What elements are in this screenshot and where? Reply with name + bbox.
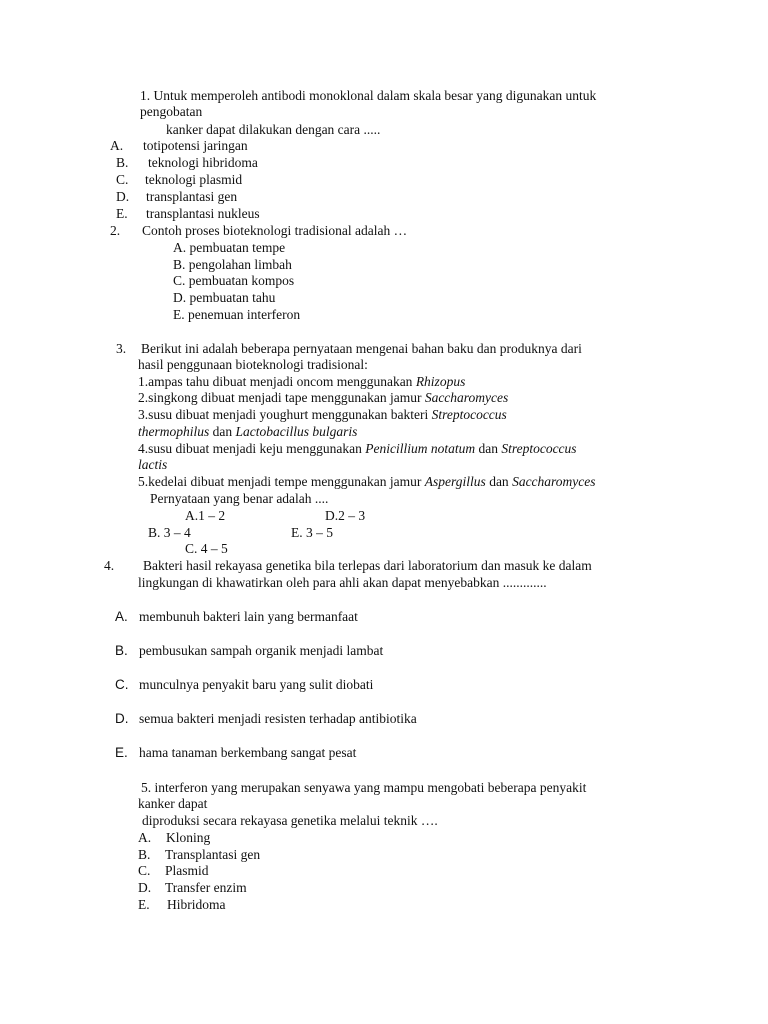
q3-statement-2: 2.singkong dibuat menjadi tape menggunakan jamur Saccharomyces	[138, 390, 509, 405]
q5-option-a-text: Kloning	[166, 830, 211, 845]
q2-option-e: E. penemuan interferon	[173, 307, 301, 322]
q5-option-a-letter: A.	[138, 830, 152, 845]
q5-option-e-text: Hibridoma	[167, 897, 226, 912]
q2-stem: Contoh proses bioteknologi tradisional adalah …	[142, 223, 408, 238]
q3-statement-1: 1.ampas tahu dibuat menjadi oncom menggunakan Rhizopus	[138, 374, 466, 389]
q4-option-e-letter: E.	[115, 745, 128, 760]
q3-number: 3.	[116, 341, 127, 356]
q3-stem-line-1: Berikut ini adalah beberapa pernyataan mengenai bahan baku dan produknya dari	[141, 341, 582, 356]
q1-stem-line-2: pengobatan	[140, 104, 203, 119]
q3-stem-line-2: hasil penggunaan bioteknologi tradisional:	[138, 357, 368, 372]
q3-statement-3: 3.susu dibuat menjadi youghurt menggunakan bakteri Streptococcus	[138, 407, 507, 422]
q2-option-d: D. pembuatan tahu	[173, 290, 276, 305]
q3-option-c: C. 4 – 5	[185, 541, 228, 556]
q3-statement-5: 5.kedelai dibuat menjadi tempe menggunakan jamur Aspergillus dan Saccharomyces	[138, 474, 596, 489]
q1-option-e-text: transplantasi nukleus	[146, 206, 260, 221]
q5-option-e-letter: E.	[138, 897, 150, 912]
q5-stem-line-1: 5. interferon yang merupakan senyawa yang mampu mengobati beberapa penyakit	[141, 780, 587, 795]
q1-option-a-text: totipotensi jaringan	[143, 138, 248, 153]
q3-option-a: A.1 – 2	[185, 508, 226, 523]
q4-option-e-text: hama tanaman berkembang sangat pesat	[139, 745, 357, 760]
q3-prompt: Pernyataan yang benar adalah ....	[150, 491, 329, 506]
q5-option-c-text: Plasmid	[165, 863, 209, 878]
q4-option-b-text: pembusukan sampah organik menjadi lambat	[139, 643, 384, 658]
q5-option-d-letter: D.	[138, 880, 152, 895]
q2-option-a: A. pembuatan tempe	[173, 240, 286, 255]
q5-stem-line-2: kanker dapat	[138, 796, 208, 811]
q4-option-a-letter: A.	[115, 609, 128, 624]
q1-option-a-letter: A.	[110, 138, 124, 153]
q4-number: 4.	[104, 558, 115, 573]
q1-option-e-letter: E.	[116, 206, 128, 221]
q3-option-b: B. 3 – 4	[148, 525, 191, 540]
q1-stem-line-3: kanker dapat dilakukan dengan cara .....	[166, 122, 381, 137]
q1-option-c-text: teknologi plasmid	[145, 172, 243, 187]
q5-option-d-text: Transfer enzim	[165, 880, 247, 895]
q3-statement-4: 4.susu dibuat menjadi keju menggunakan Penicillium notatum dan Streptococcus	[138, 441, 577, 456]
q1-option-c-letter: C.	[116, 172, 129, 187]
q4-stem-line-2: lingkungan di khawatirkan oleh para ahli akan dapat menyebabkan .............	[138, 575, 547, 590]
q4-option-c-text: munculnya penyakit baru yang sulit diobati	[139, 677, 374, 692]
q3-option-e: E. 3 – 5	[291, 525, 333, 540]
q2-option-c: C. pembuatan kompos	[173, 273, 295, 288]
q4-stem-line-1: Bakteri hasil rekayasa genetika bila terlepas dari laboratorium dan masuk ke dalam	[143, 558, 592, 573]
q4-option-d-text: semua bakteri menjadi resisten terhadap antibiotika	[139, 711, 417, 726]
q5-option-b-text: Transplantasi gen	[165, 847, 261, 862]
q4-option-b-letter: B.	[115, 643, 128, 658]
q4-option-d-letter: D.	[115, 711, 129, 726]
q2-option-b: B. pengolahan limbah	[173, 257, 292, 272]
q5-stem-line-3: diproduksi secara rekayasa genetika melalui teknik ….	[142, 813, 438, 828]
q1-option-d-text: transplantasi gen	[146, 189, 238, 204]
q1-option-b-text: teknologi hibridoma	[148, 155, 258, 170]
q4-option-a-text: membunuh bakteri lain yang bermanfaat	[139, 609, 358, 624]
q3-statement-4-cont: lactis	[138, 457, 168, 472]
q2-number: 2.	[110, 223, 121, 238]
q4-option-c-letter: C.	[115, 677, 129, 692]
q1-stem-line-1: 1. Untuk memperoleh antibodi monoklonal dalam skala besar yang digunakan untuk	[140, 88, 597, 103]
q1-option-d-letter: D.	[116, 189, 130, 204]
q1-option-b-letter: B.	[116, 155, 129, 170]
q3-statement-3-cont: thermophilus dan Lactobacillus bulgaris	[138, 424, 358, 439]
q5-option-c-letter: C.	[138, 863, 151, 878]
q5-option-b-letter: B.	[138, 847, 151, 862]
q3-option-d: D.2 – 3	[325, 508, 366, 523]
